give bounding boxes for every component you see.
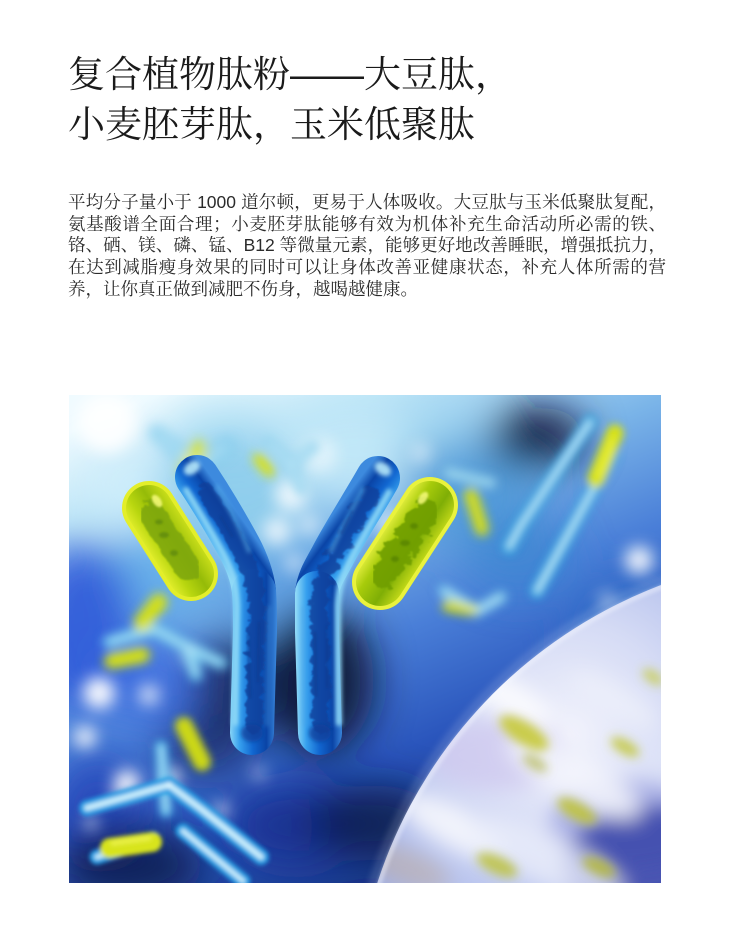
hero-image — [69, 395, 661, 883]
antibody-scene — [69, 395, 661, 883]
page-title — [68, 50, 512, 150]
page-title-line1: 复合植物肽粉——大豆肽， — [68, 54, 512, 95]
page-title-line2: 小麦胚芽肽，玉米低聚肽 — [68, 104, 475, 145]
description-paragraph: 平均分子量小于 1000 道尔顿，更易于人体吸收。大豆肽与玉米低聚肽复配，氨基酸谱全面合理；小麦胚芽肽能够有效为机体补充生命活动所必需的铁、铬、硒、镁、磷、锰、B12 等微量元素，能够更好地改善睡眠，增强抵抗力，在达到减脂瘦身效果的同时可以让身体改善亚健康状态，补充人体所需的营养，让你真正做到减肥不伤身，越喝越健康。 — [68, 192, 666, 299]
